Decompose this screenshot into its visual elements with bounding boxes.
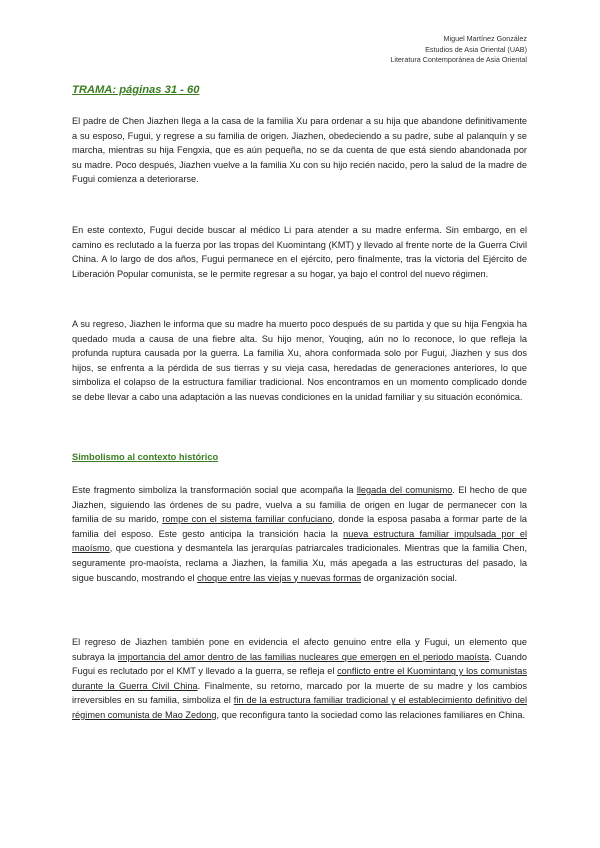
- underlined-phrase: fin de la estructura familiar tradicional y el establecimiento definitivo del régimen comunista de Mao Zedong: [72, 695, 527, 720]
- text-run: , que cuestiona y desmantela las jerarquías patriarcales tradicionales. Mientras que la familia Chen, seguramente pro-maoísta, reclama a Jiazhen, la familia Xu, más apegada a las estructuras del pasado, la sigue buscando, mostrando el: [72, 543, 527, 583]
- text-run: . Cuando Fugui es reclutado por el KMT y llevado a la guerra, se refleja el: [72, 651, 527, 677]
- text-run: Este fragmento simboliza la transformación social que acompaña la: [72, 485, 357, 495]
- underlined-phrase: llegada del comunismo: [356, 485, 453, 495]
- underlined-phrase: importancia del amor dentro de las familias nucleares que emergen en el periodo maoísta: [117, 651, 490, 662]
- underlined-phrase: choque entre las viejas y nuevas formas: [197, 572, 362, 583]
- text-run: , donde la esposa pasaba a formar parte de la familia del esposo. Este gesto anticipa la transición hacia la: [72, 514, 527, 539]
- section-title: TRAMA: páginas 31 - 60: [72, 84, 200, 96]
- underlined-phrase: nueva estructura familiar impulsada por el maoísmo: [72, 528, 527, 554]
- underlined-phrase: conflicto entre el Kuomintang y los comunistas durante la Guerra Civil China: [72, 666, 527, 691]
- header-course: Literatura Contemporánea de Asia Oriental: [390, 55, 527, 64]
- symbolism-paragraph-1: [72, 483, 527, 585]
- document-header: [390, 34, 527, 66]
- underlined-phrase: rompe con el sistema familiar confuciano: [162, 514, 333, 525]
- text-run: . El hecho de que Jiazhen, siguiendo las órdenes de su padre, vuelva a su familia de origen en lugar de permanecer con la familia de su marido,: [72, 485, 527, 525]
- text-run: El regreso de Jiazhen también pone en evidencia el afecto genuino entre ella y Fugui, un elemento que subraya la: [72, 637, 527, 662]
- text-run: . Finalmente, su retorno, marcado por la muerte de su madre y los cambios irreversibles en su familia, simboliza el: [72, 680, 527, 706]
- symbolism-paragraph-2: [72, 635, 527, 723]
- header-program: Estudios de Asia Oriental (UAB): [425, 44, 527, 54]
- header-author: Miguel Martínez González: [443, 34, 527, 43]
- plot-paragraph-2: En este contexto, Fugui decide buscar al médico Li para atender a su madre enferma. Sin embargo, en el camino es reclutado a la fuerza por las tropas del Kuomintang (KMT) y llevado al frente norte de la Guerra Civil China. A lo largo de dos años, Fugui permanece en el ejército, pero finalmente, tras la victoria del Ejército de Liberación Popular comunista, se le permite regresar a su hogar, ya bajo el control del nuevo régimen.: [72, 225, 527, 279]
- plot-paragraph-3: A su regreso, Jiazhen le informa que su madre ha muerto poco después de su partida y que su hija Fengxia ha quedado muda a causa de una fiebre alta. Su hijo menor, Youqing, aún no lo reconoce, lo que refleja la profunda ruptura causada por la guerra. La familia Xu, ahora conformada solo por Fugui, Jiazhen y sus dos hijos, se enfrenta a la pérdida de sus tierras y su vieja casa, heredadas de generaciones anteriores, lo que simboliza el colapso de la estructura familiar tradicional. Nos encontramos en un momento complicado donde se debe llevar a cabo una adaptación a las nuevas condiciones en la unidad familiar y su situación económica.: [72, 319, 527, 402]
- plot-paragraph-1: El padre de Chen Jiazhen llega a la casa de la familia Xu para ordenar a su hija que abandone definitivamente a su esposo, Fugui, y regrese a su familia de origen. Jiazhen, obedeciendo a su padre, sube al palanquín y se marcha, mientras su hija Fengxia, que es aún pequeña, no se da cuenta de que está siendo abandonada por su madre. Poco después, Jiazhen vuelve a la familia Xu con su hijo recién nacido, pero la salud de la madre de Fugui comienza a deteriorarse.: [72, 116, 527, 185]
- symbolism-heading: Simbolismo al contexto histórico: [72, 452, 219, 462]
- text-run: , que reconfigura tanto la sociedad como las relaciones familiares en China.: [216, 709, 525, 720]
- text-run: de organización social.: [361, 572, 458, 583]
